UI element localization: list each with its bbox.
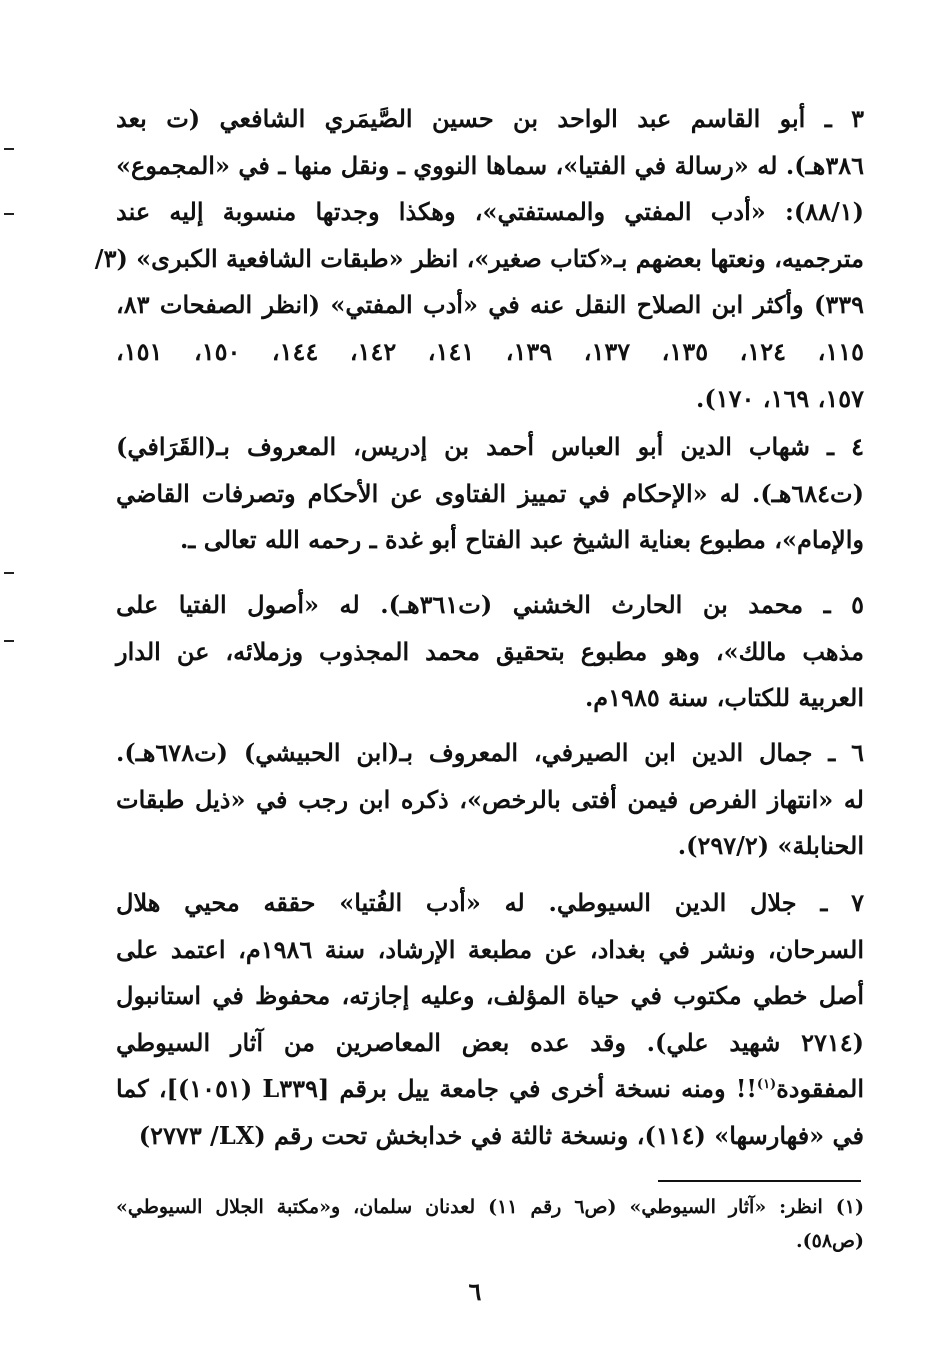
- footnote-line: (ص٥٨).: [796, 1230, 864, 1252]
- text-line: أصل خطي مكتوب في حياة المؤلف، وعليه إجازته، محفوظ في استانبول: [116, 981, 864, 1011]
- text-line: في «فهارسها» (١١٤)، ونسخة ثالثة في خدابخش تحت رقم (LX/ ٢٧٧٣): [138, 1120, 864, 1150]
- text-line: والإمام»، مطبوع بعناية الشيخ عبد الفتاح أبو غدة ـ رحمه الله تعالى ـ.: [179, 525, 864, 555]
- footnote-marker[interactable]: (١): [756, 1077, 777, 1093]
- text-line: مذهب مالك»، وهو مطبوع بتحقيق محمد المجذوب وزملائه، عن الدار: [116, 636, 865, 666]
- footnote: [116, 1190, 864, 1258]
- text-segment: !! ومنه نسخة أخرى في جامعة ييل برقم [L٣٣٩ (١٠٥١)]، كما: [116, 1074, 757, 1104]
- footnote-separator: [658, 1180, 861, 1182]
- margin-mark: [4, 572, 14, 574]
- margin-mark: [4, 148, 14, 150]
- text-line: مترجميه، ونعتها بعضهم بـ«كتاب صغير»، انظر «طبقات الشافعية الكبرى» (٣/: [94, 243, 864, 273]
- paragraph-item-5: [116, 582, 864, 722]
- margin-mark: [4, 640, 14, 642]
- text-line: الحنابلة» (٢٩٧/٢).: [677, 831, 864, 861]
- text-line: السرحان، ونشر في بغداد، عن مطبعة الإرشاد، سنة ١٩٨٦م، اعتمد على: [116, 934, 864, 964]
- text-line: ٣ ـ أبو القاسم عبد الواحد بن حسين الصَّيمَري الشافعي (ت بعد: [116, 104, 864, 133]
- text-line: له «انتهاز الفرص فيمن أفتى بالرخص»، ذكره ابن رجب في «ذيل طبقات: [116, 784, 864, 814]
- page-number: ٦: [468, 1277, 482, 1306]
- paragraph-item-7: [116, 880, 864, 1160]
- text-line: ٤ ـ شهاب الدين أبو العباس أحمد بن إدريس، المعروف بـ(القَرَافي): [116, 432, 864, 461]
- text-line: (ت٦٨٤هـ). له «الإحكام في تمييز الفتاوى عن الأحكام وتصرفات القاضي: [116, 478, 864, 508]
- text-line: ١٥٧، ١٦٩، ١٧٠).: [696, 383, 864, 413]
- text-line: ٥ ـ محمد بن الحارث الخشني (ت٣٦١هـ). له «أصول الفتيا على: [116, 590, 864, 619]
- text-line: ٦ ـ جمال الدين ابن الصيرفي، المعروف بـ(ابن الحبيشي) (ت٦٧٨هـ).: [116, 738, 864, 767]
- margin-mark: [4, 213, 14, 215]
- paragraph-item-6: [116, 730, 864, 870]
- text-line-with-footnote: [116, 1066, 864, 1113]
- text-line: ٧ ـ جلال الدين السيوطي. له «أدب الفُتيا» حققه محيي هلال: [116, 888, 864, 917]
- text-line: العربية للكتاب، سنة ١٩٨٥م.: [584, 683, 864, 713]
- text-line: ٣٨٦هـ). له «رسالة في الفتيا»، سماها النووي ـ ونقل منها ـ في «المجموع»: [116, 150, 864, 180]
- text-line: ٣٣٩) وأكثر ابن الصلاح النقل عنه في «أدب المفتي» (انظر الصفحات ٨٣،: [116, 290, 864, 320]
- text-line: ١١٥، ١٢٤، ١٣٥، ١٣٧، ١٣٩، ١٤١، ١٤٢، ١٤٤، ١٥٠، ١٥١،: [116, 336, 864, 366]
- text-line: (٨٨/١): «أدب المفتي والمستفتي»، وهكذا وجدتها منسوبة إليه عند: [116, 197, 864, 227]
- text-line: (٢٧١٤ شهيد علي). وقد عده بعض المعاصرين من آثار السيوطي: [116, 1027, 864, 1057]
- paragraph-item-4: [116, 424, 864, 564]
- text-segment: المفقودة: [776, 1074, 864, 1104]
- footnote-line: (١) انظر: «آثار السيوطي» (ص٦ رقم ١١) لعدنان سلمان، و«مكتبة الجلال السيوطي»: [116, 1196, 864, 1218]
- paragraph-item-3: [94, 96, 864, 422]
